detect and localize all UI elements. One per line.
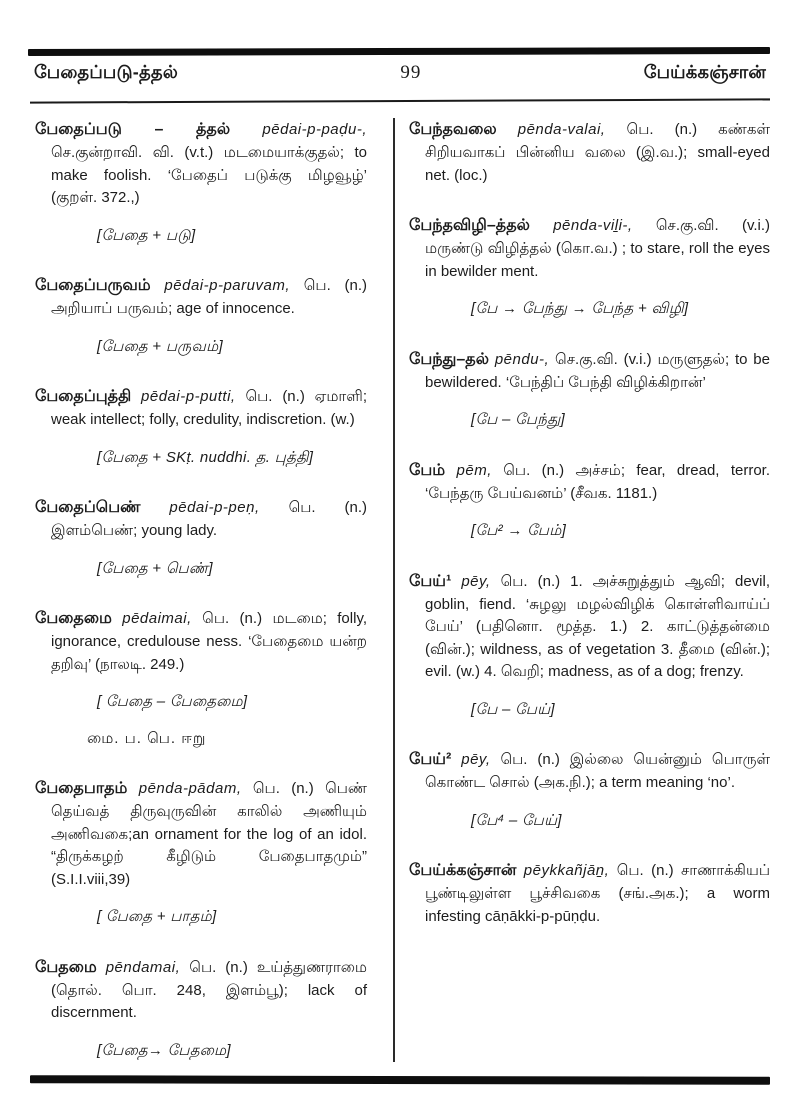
- dictionary-entry: [35, 118, 367, 247]
- entry-etymology: [பே → பேந்து → பேந்த + விழி]: [471, 300, 689, 317]
- entry-transliteration: pēnda-viḻi-,: [553, 217, 633, 234]
- entry-headword: பேதைப்பெண்: [35, 499, 141, 516]
- entry-headword: பேதைப்படு – த்தல்: [35, 121, 231, 138]
- entry-definition: செ.கு.வி. (v.i.) மருண்டு விழித்தல் (கொ.வ.) ; to stare, roll the eyes in bewilder ment.: [425, 217, 770, 280]
- dictionary-entry: [35, 385, 367, 469]
- dictionary-entry: [35, 777, 367, 929]
- dictionary-entry: [409, 859, 770, 928]
- dictionary-entry: [35, 274, 367, 358]
- entry-definition: பெ. (n.) ஏமாளி; weak intellect; folly, credulity, indiscretion. (w.): [51, 388, 367, 428]
- entry-definition: பெ. (n.) உய்த்துணராமை (தொல். பொ. 248, இளம்பூ); lack of discernment.: [51, 958, 368, 1021]
- entry-transliteration: pēy,: [461, 751, 491, 768]
- entry-headword: பேதமை: [35, 958, 97, 976]
- entry-etymology: [பே² → பேம்]: [471, 522, 567, 539]
- dictionary-entry: [35, 496, 367, 580]
- dictionary-entry: [35, 956, 367, 1063]
- entry-definition: பெ. (n.) அச்சம்; fear, dread, terror. ‘பேந்தரு பேய்வனம்’ (சீவக. 1181.): [425, 461, 771, 502]
- entry-etymology: [பேதை + பருவம்]: [97, 337, 223, 355]
- entry-transliteration: pēndamai,: [105, 958, 181, 976]
- entry-definition: பெ. (n.) மடமை; folly, ignorance, credulouse ness. ‘பேதைமை யன்ற தறிவு’ (நாலடி. 249.): [51, 610, 367, 673]
- entry-grammar-note: மை. ப. பெ. ஈறு: [87, 729, 207, 747]
- entry-definition: செ.கு.வி. (v.i.) மருளுதல்; to be bewildered. ‘பேந்திப் பேந்தி விழிக்கிறான்’: [425, 350, 770, 391]
- entry-etymology: [ பேதை – பேதைமை]: [97, 693, 248, 710]
- entry-definition: செ.குன்றாவி. வி. (v.t.) மடமையாக்குதல்; to make foolish. ‘பேதைப் படுக்கு மிழவூழ்’ (குறள். 372.,): [51, 144, 367, 206]
- dictionary-entry: [35, 607, 367, 750]
- bottom-rule-bar: [30, 1075, 770, 1085]
- entry-transliteration: pēm,: [456, 461, 492, 479]
- header-right-headword: பேய்க்கஞ்சான்: [643, 62, 766, 82]
- dictionary-entry: [409, 118, 770, 187]
- entry-headword: பேய்²: [409, 751, 452, 768]
- right-column: [385, 118, 770, 1089]
- entry-transliteration: pēdai-p-paḍu-,: [262, 121, 367, 138]
- entry-headword: பேய்க்கஞ்சான்: [409, 862, 517, 879]
- entry-transliteration: pēdai-p-peṇ,: [169, 499, 260, 516]
- entry-definition: பெ. (n.) 1. அச்சுறுத்தும் ஆவி; devil, goblin, fiend. ‘சுழலு மழல்விழிக் கொள்ளிவாய்ப் பேய்’ (பதினொ. மூத்த. 1.) 2. காட்டுத்தன்மை (வின்.); wildness, as of vegetation 3. தீமை (வின்.); evil. (w.) 4. வெறி; madness, as of a dog; frenzy.: [425, 572, 770, 680]
- entry-headword: பேந்தவலை: [409, 121, 497, 138]
- entry-headword: பேதைபாதம்: [35, 780, 128, 797]
- entry-transliteration: pēdai-p-putti,: [141, 388, 236, 405]
- entry-headword: பேதைமை: [35, 610, 112, 627]
- entry-transliteration: pēnda-valai,: [517, 121, 606, 138]
- page-number: 99: [400, 62, 422, 83]
- entry-transliteration: pēdai-p-paruvam,: [164, 277, 290, 294]
- dictionary-entry: [409, 214, 770, 321]
- entry-etymology: [பே⁴ – பேய்]: [471, 811, 562, 829]
- entry-etymology: [பே – பேந்து]: [471, 411, 565, 428]
- dictionary-entry: [409, 459, 770, 543]
- entry-headword: பேம்: [409, 461, 446, 479]
- entry-transliteration: pēndu-,: [494, 350, 550, 368]
- entry-headword: பேதைப்புத்தி: [35, 388, 132, 405]
- entry-definition: பெ. (n.) இல்லை யென்னும் பொருள் கொண்ட சொல் (அக.நி.); a term meaning ‘no’.: [425, 751, 771, 791]
- entry-transliteration: pēy,: [461, 572, 491, 590]
- entry-definition: பெ. (n.) பெண் தெய்வத் திருவுருவின் காலில் அணியும் அணிவகை;an ornament for the log of an idol. “திருக்கழற் கீழிடும் பேதைபாதமும்” (S.I.I.viii,39): [51, 780, 367, 888]
- entry-definition: பெ. (n.) சாணாக்கியப் பூண்டிலுள்ள பூச்சிவகை (சங்.அக.); a worm infesting cāṇākki-p-pūṇḍu.: [425, 862, 770, 925]
- dictionary-entry: [409, 748, 770, 832]
- header-left-headword: பேதைப்படு-த்தல்: [34, 62, 178, 82]
- entry-etymology: [பே – பேய்]: [471, 700, 555, 718]
- entry-headword: பேந்து–தல்: [409, 350, 490, 368]
- entry-transliteration: pēnda-pādam,: [138, 780, 242, 797]
- entry-transliteration: pēykkañjāṉ,: [523, 862, 610, 879]
- entry-headword: பேந்தவிழி–த்தல்: [409, 217, 530, 234]
- entry-definition: பெ. (n.) கண்கள் சிறியவாகப் பின்னிய வலை (இ.வ.); small-eyed net. (loc.): [425, 121, 770, 184]
- left-column: [35, 118, 385, 1089]
- header-rule: [30, 98, 770, 103]
- page-header: [34, 62, 766, 85]
- entry-etymology: [பேதை + படு]: [97, 226, 196, 244]
- dictionary-entry: [409, 348, 770, 432]
- entry-transliteration: pēdaimai,: [122, 610, 192, 627]
- entry-etymology: [பேதை + SKṭ. nuddhi. த. புத்தி]: [97, 448, 314, 466]
- entry-definition: பெ. (n.) இளம்பெண்; young lady.: [51, 499, 367, 539]
- top-rule-bar: [28, 47, 770, 56]
- entry-headword: பேய்¹: [409, 572, 452, 590]
- entry-definition: பெ. (n.) அறியாப் பருவம்; age of innocence.: [51, 277, 368, 317]
- dictionary-body: [35, 118, 770, 1089]
- entry-headword: பேதைப்பருவம்: [35, 277, 151, 294]
- dictionary-entry: [409, 570, 770, 722]
- entry-etymology: [பேதை→ பேதமை]: [97, 1041, 231, 1059]
- entry-etymology: [ பேதை + பாதம்]: [97, 908, 217, 925]
- entry-etymology: [பேதை + பெண்]: [97, 559, 213, 577]
